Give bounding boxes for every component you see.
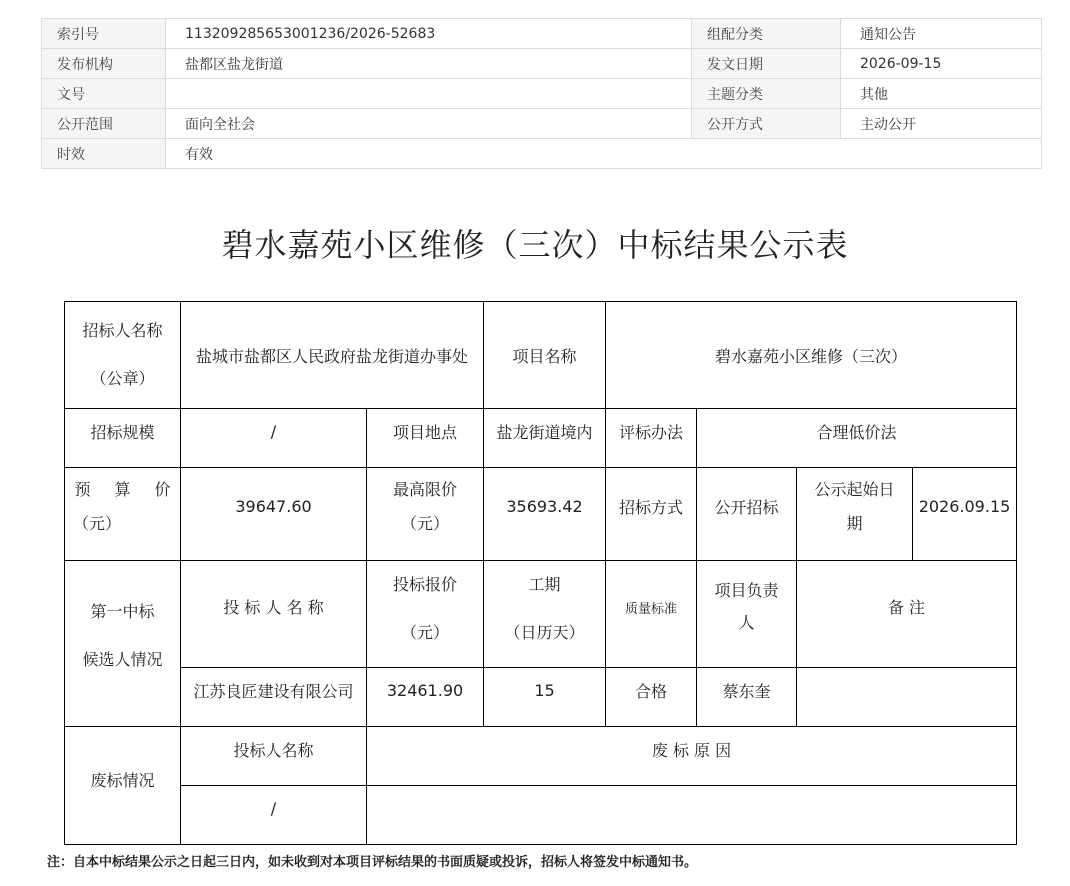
eval-method-value: 合理低价法 [816, 423, 897, 442]
max-price-label-cell [367, 472, 483, 542]
meta-value: 面向全社会 [166, 109, 692, 139]
meta-key: 时效 [42, 139, 166, 169]
meta-value: 盐都区盐龙街道 [166, 49, 692, 79]
location-value: 盐龙街道境内 [496, 423, 593, 442]
max-price-unit: （元） [400, 514, 449, 533]
bid-price-header: 投标报价 [392, 575, 457, 594]
invalid-bidder-value: / [270, 798, 277, 818]
invalid-reason-value [367, 786, 1016, 830]
bidder-name-header: 投 标 人 名 称 [223, 597, 324, 617]
period-header: 工期 [528, 575, 561, 594]
candidate-label-cell [65, 588, 180, 684]
manager-header: 项目负责 [714, 581, 779, 600]
table-border [1016, 301, 1017, 845]
max-price-value: 35693.42 [506, 496, 583, 516]
bid-price-unit: （元） [400, 623, 449, 642]
winner-name: 江苏良匠建设有限公司 [193, 681, 354, 701]
meta-value: 通知公告 [841, 19, 1042, 49]
budget-value: 39647.60 [235, 496, 312, 516]
meta-key: 主题分类 [692, 79, 841, 109]
invalid-bidder-header: 投标人名称 [233, 740, 314, 760]
bid-method-value: 公开招标 [714, 497, 779, 517]
winner-quality: 合格 [634, 681, 667, 701]
page-title: 碧水嘉苑小区维修（三次）中标结果公示表 [221, 226, 849, 264]
manager-header-tail: 人 [738, 613, 755, 632]
budget-unit: （元） [73, 514, 122, 533]
table-border [64, 844, 1017, 845]
meta-value: 113209285653001236/2026-52683 [166, 19, 692, 49]
meta-value: 其他 [841, 79, 1042, 109]
winner-price: 32461.90 [386, 680, 464, 700]
start-date-label-cell [797, 472, 912, 542]
remark-header: 备 注 [887, 597, 926, 617]
candidate-label-tail: 候选人情况 [82, 650, 163, 669]
footnote: 注：自本中标结果公示之日起三日内，如未收到对本项目评标结果的书面质疑或投诉，招标人将签发中标通知书。 [47, 855, 698, 870]
quality-header: 质量标准 [624, 601, 677, 617]
winner-manager: 蔡东奎 [722, 681, 771, 701]
start-date-value: 2026.09.15 [918, 496, 1011, 516]
bid-price-header-cell [367, 561, 483, 657]
start-date-label: 公示起始日 [814, 480, 895, 499]
scale-label: 招标规模 [90, 423, 155, 442]
project-name-label: 项目名称 [512, 346, 577, 366]
tenderer-label-cell [65, 302, 180, 408]
budget-label [75, 473, 171, 507]
meta-key: 索引号 [42, 19, 166, 49]
budget-label-char: 算 [114, 480, 131, 499]
meta-key: 公开范围 [42, 109, 166, 139]
meta-value: 2026-09-15 [841, 49, 1042, 79]
period-unit: （日历天） [504, 623, 585, 642]
tenderer-label-seal: （公章） [90, 369, 155, 388]
meta-key: 文号 [42, 79, 166, 109]
budget-label-cell [65, 472, 180, 542]
bid-method-label: 招标方式 [618, 497, 683, 517]
budget-label-char: 价 [154, 480, 171, 499]
meta-key: 组配分类 [692, 19, 841, 49]
project-name-value: 碧水嘉苑小区维修（三次） [714, 346, 907, 366]
winner-remark [797, 668, 1016, 712]
candidate-label: 第一中标 [90, 602, 155, 621]
location-label: 项目地点 [392, 423, 457, 442]
invalid-bids-label: 废标情况 [90, 770, 155, 790]
meta-value: 有效 [166, 139, 1042, 169]
meta-value: 主动公开 [841, 109, 1042, 139]
meta-key: 公开方式 [692, 109, 841, 139]
start-date-label-tail: 期 [846, 514, 863, 533]
winner-period: 15 [534, 680, 555, 700]
tenderer-label: 招标人名称 [82, 321, 163, 340]
invalid-reason-header: 废 标 原 因 [651, 740, 732, 760]
tenderer-value: 盐城市盐都区人民政府盐龙街道办事处 [195, 346, 468, 366]
period-header-cell [484, 561, 605, 657]
meta-key: 发布机构 [42, 49, 166, 79]
budget-label-char: 预 [74, 480, 91, 499]
eval-method-label: 评标办法 [618, 423, 683, 442]
max-price-label: 最高限价 [392, 480, 457, 499]
meta-key: 发文日期 [692, 49, 841, 79]
manager-header-cell [697, 561, 796, 653]
scale-value: / [270, 422, 277, 441]
